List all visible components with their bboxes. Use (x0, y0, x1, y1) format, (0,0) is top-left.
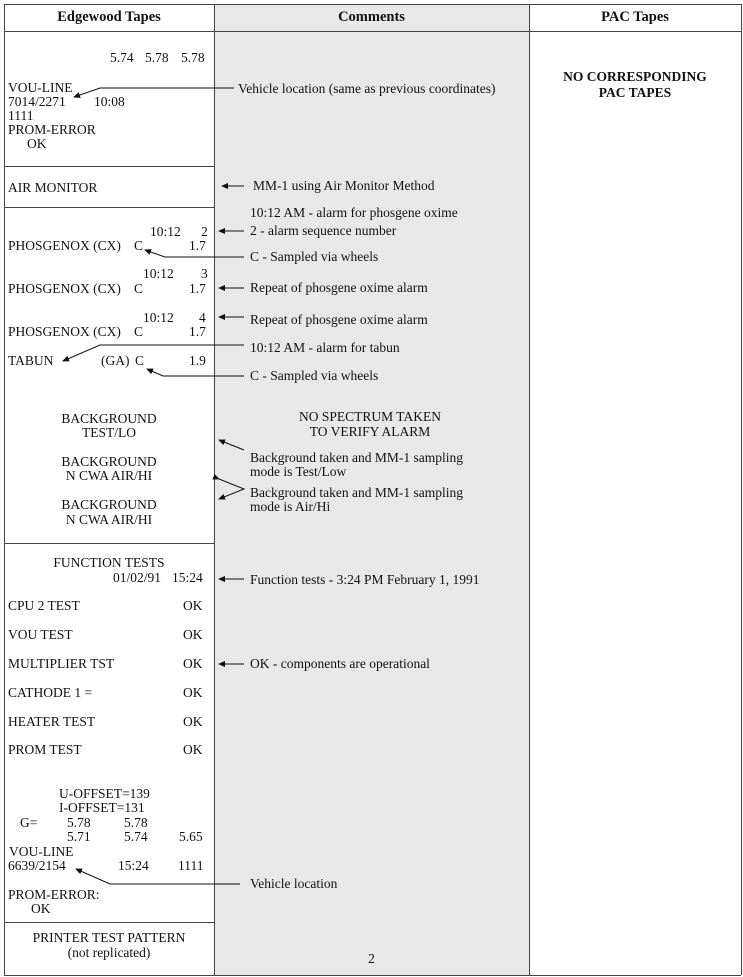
tabun-code: (GA) (101, 353, 130, 368)
alarm-agent: PHOSGENOX (CX) (8, 238, 121, 253)
comment: mode is Air/Hi (250, 499, 331, 514)
alarm-time: 10:12 (150, 224, 181, 239)
header-edgewood-tapes: Edgewood Tapes (57, 9, 161, 25)
background-label: BACKGROUND (61, 497, 157, 512)
alarm-seq: 3 (201, 266, 208, 281)
background-mode: N CWA AIR/HI (65, 468, 153, 483)
alarm-time: 10:12 (143, 310, 174, 325)
comment: MM-1 using Air Monitor Method (253, 178, 435, 193)
prom-error-label: PROM-ERROR (8, 122, 96, 137)
pac-note: PAC TAPES (598, 85, 672, 100)
comment: Background taken and MM-1 sampling (250, 485, 463, 500)
header-comments: Comments (338, 9, 405, 25)
time: 10:08 (94, 94, 125, 109)
test-name: HEATER TEST (8, 714, 96, 729)
g-value: 5.74 (124, 829, 148, 844)
alarm-value: 1.7 (189, 281, 206, 296)
code: 1111 (8, 108, 34, 123)
comment: Function tests - 3:24 PM February 1, 1991 (250, 572, 480, 587)
alarm-value: 1.7 (189, 238, 206, 253)
comment: Vehicle location (same as previous coordinates) (238, 81, 496, 96)
g-value: 5.78 (67, 815, 91, 830)
i-offset: I-OFFSET=131 (59, 800, 145, 815)
g-value: 5.78 (124, 815, 148, 830)
g-value: 5.78 (181, 50, 205, 65)
test-name: VOU TEST (8, 627, 73, 642)
comment: mode is Test/Low (250, 464, 347, 479)
test-status: OK (183, 714, 203, 729)
comment: C - Sampled via wheels (250, 368, 379, 383)
background-mode: TEST/LO (82, 425, 136, 440)
test-name: CATHODE 1 = (8, 685, 93, 700)
air-monitor-label: AIR MONITOR (8, 180, 98, 195)
prom-error-label: PROM-ERROR: (8, 887, 100, 902)
arrow-vehicle-location-1 (74, 88, 234, 97)
arrow-sampled-2 (147, 369, 244, 376)
test-status: OK (183, 685, 203, 700)
alarm-agent: PHOSGENOX (CX) (8, 324, 121, 339)
tabun-mode: C (135, 353, 145, 368)
g-value: 5.78 (145, 50, 169, 65)
arrow-sampled-1 (145, 250, 244, 257)
comment: Vehicle location (250, 876, 338, 891)
comment: Repeat of phosgene oxime alarm (250, 280, 428, 295)
printer-test-pattern: PRINTER TEST PATTERN (32, 930, 186, 945)
g-value: 5.65 (179, 829, 203, 844)
g-label: G= (20, 815, 38, 830)
comment: 10:12 AM - alarm for phosgene oxime (250, 205, 458, 220)
pac-note: NO CORRESPONDING (563, 69, 707, 84)
tabun-agent: TABUN (8, 353, 54, 368)
vehicle-coordinates: 7014/2271 (8, 94, 66, 109)
comment: 2 - alarm sequence number (250, 223, 397, 238)
alarm-mode: C (134, 238, 144, 253)
arrow-background-testlow (219, 440, 244, 450)
alarm-time: 10:12 (143, 266, 174, 281)
arrow-vehicle-location-2 (76, 869, 240, 884)
prom-error-status: OK (31, 901, 51, 916)
page-number: 2 (368, 951, 375, 966)
g-value: 5.71 (67, 829, 91, 844)
comment: C - Sampled via wheels (250, 249, 379, 264)
background-label: BACKGROUND (61, 454, 157, 469)
function-tests-time: 15:24 (172, 570, 203, 585)
test-name: PROM TEST (8, 742, 82, 757)
comment: Repeat of phosgene oxime alarm (250, 312, 428, 327)
arrow-background-airhi (219, 479, 244, 499)
comment: 10:12 AM - alarm for tabun (250, 340, 400, 355)
test-name: CPU 2 TEST (8, 598, 80, 613)
test-status: OK (183, 627, 203, 642)
function-tests-title: FUNCTION TESTS (53, 555, 165, 570)
test-status: OK (183, 742, 203, 757)
comment: OK - components are operational (250, 656, 430, 671)
alarm-seq: 4 (199, 310, 206, 325)
header-pac-tapes: PAC Tapes (601, 9, 669, 25)
prom-error-status: OK (27, 136, 47, 151)
g-value: 5.74 (110, 50, 134, 65)
arrow-tabun (63, 345, 244, 361)
background-mode: N CWA AIR/HI (65, 512, 153, 527)
comment: NO SPECTRUM TAKEN (299, 409, 441, 424)
alarm-value: 1.7 (189, 324, 206, 339)
test-name: MULTIPLIER TST (8, 656, 115, 671)
tabun-value: 1.9 (189, 353, 206, 368)
printer-test-note: (not replicated) (67, 945, 151, 960)
alarm-mode: C (134, 281, 144, 296)
comment: Background taken and MM-1 sampling (250, 450, 463, 465)
code: 1111 (178, 858, 204, 873)
u-offset: U-OFFSET=139 (59, 786, 150, 801)
test-status: OK (183, 656, 203, 671)
vou-line-label: VOU-LINE (9, 844, 74, 859)
background-label: BACKGROUND (61, 411, 157, 426)
test-status: OK (183, 598, 203, 613)
alarm-agent: PHOSGENOX (CX) (8, 281, 121, 296)
vou-line-label: VOU-LINE (8, 80, 73, 95)
alarm-mode: C (134, 324, 144, 339)
time: 15:24 (118, 858, 149, 873)
vehicle-coordinates: 6639/2154 (8, 858, 66, 873)
comment: TO VERIFY ALARM (309, 424, 431, 439)
function-tests-date: 01/02/91 (113, 570, 162, 585)
alarm-seq: 2 (201, 224, 208, 239)
